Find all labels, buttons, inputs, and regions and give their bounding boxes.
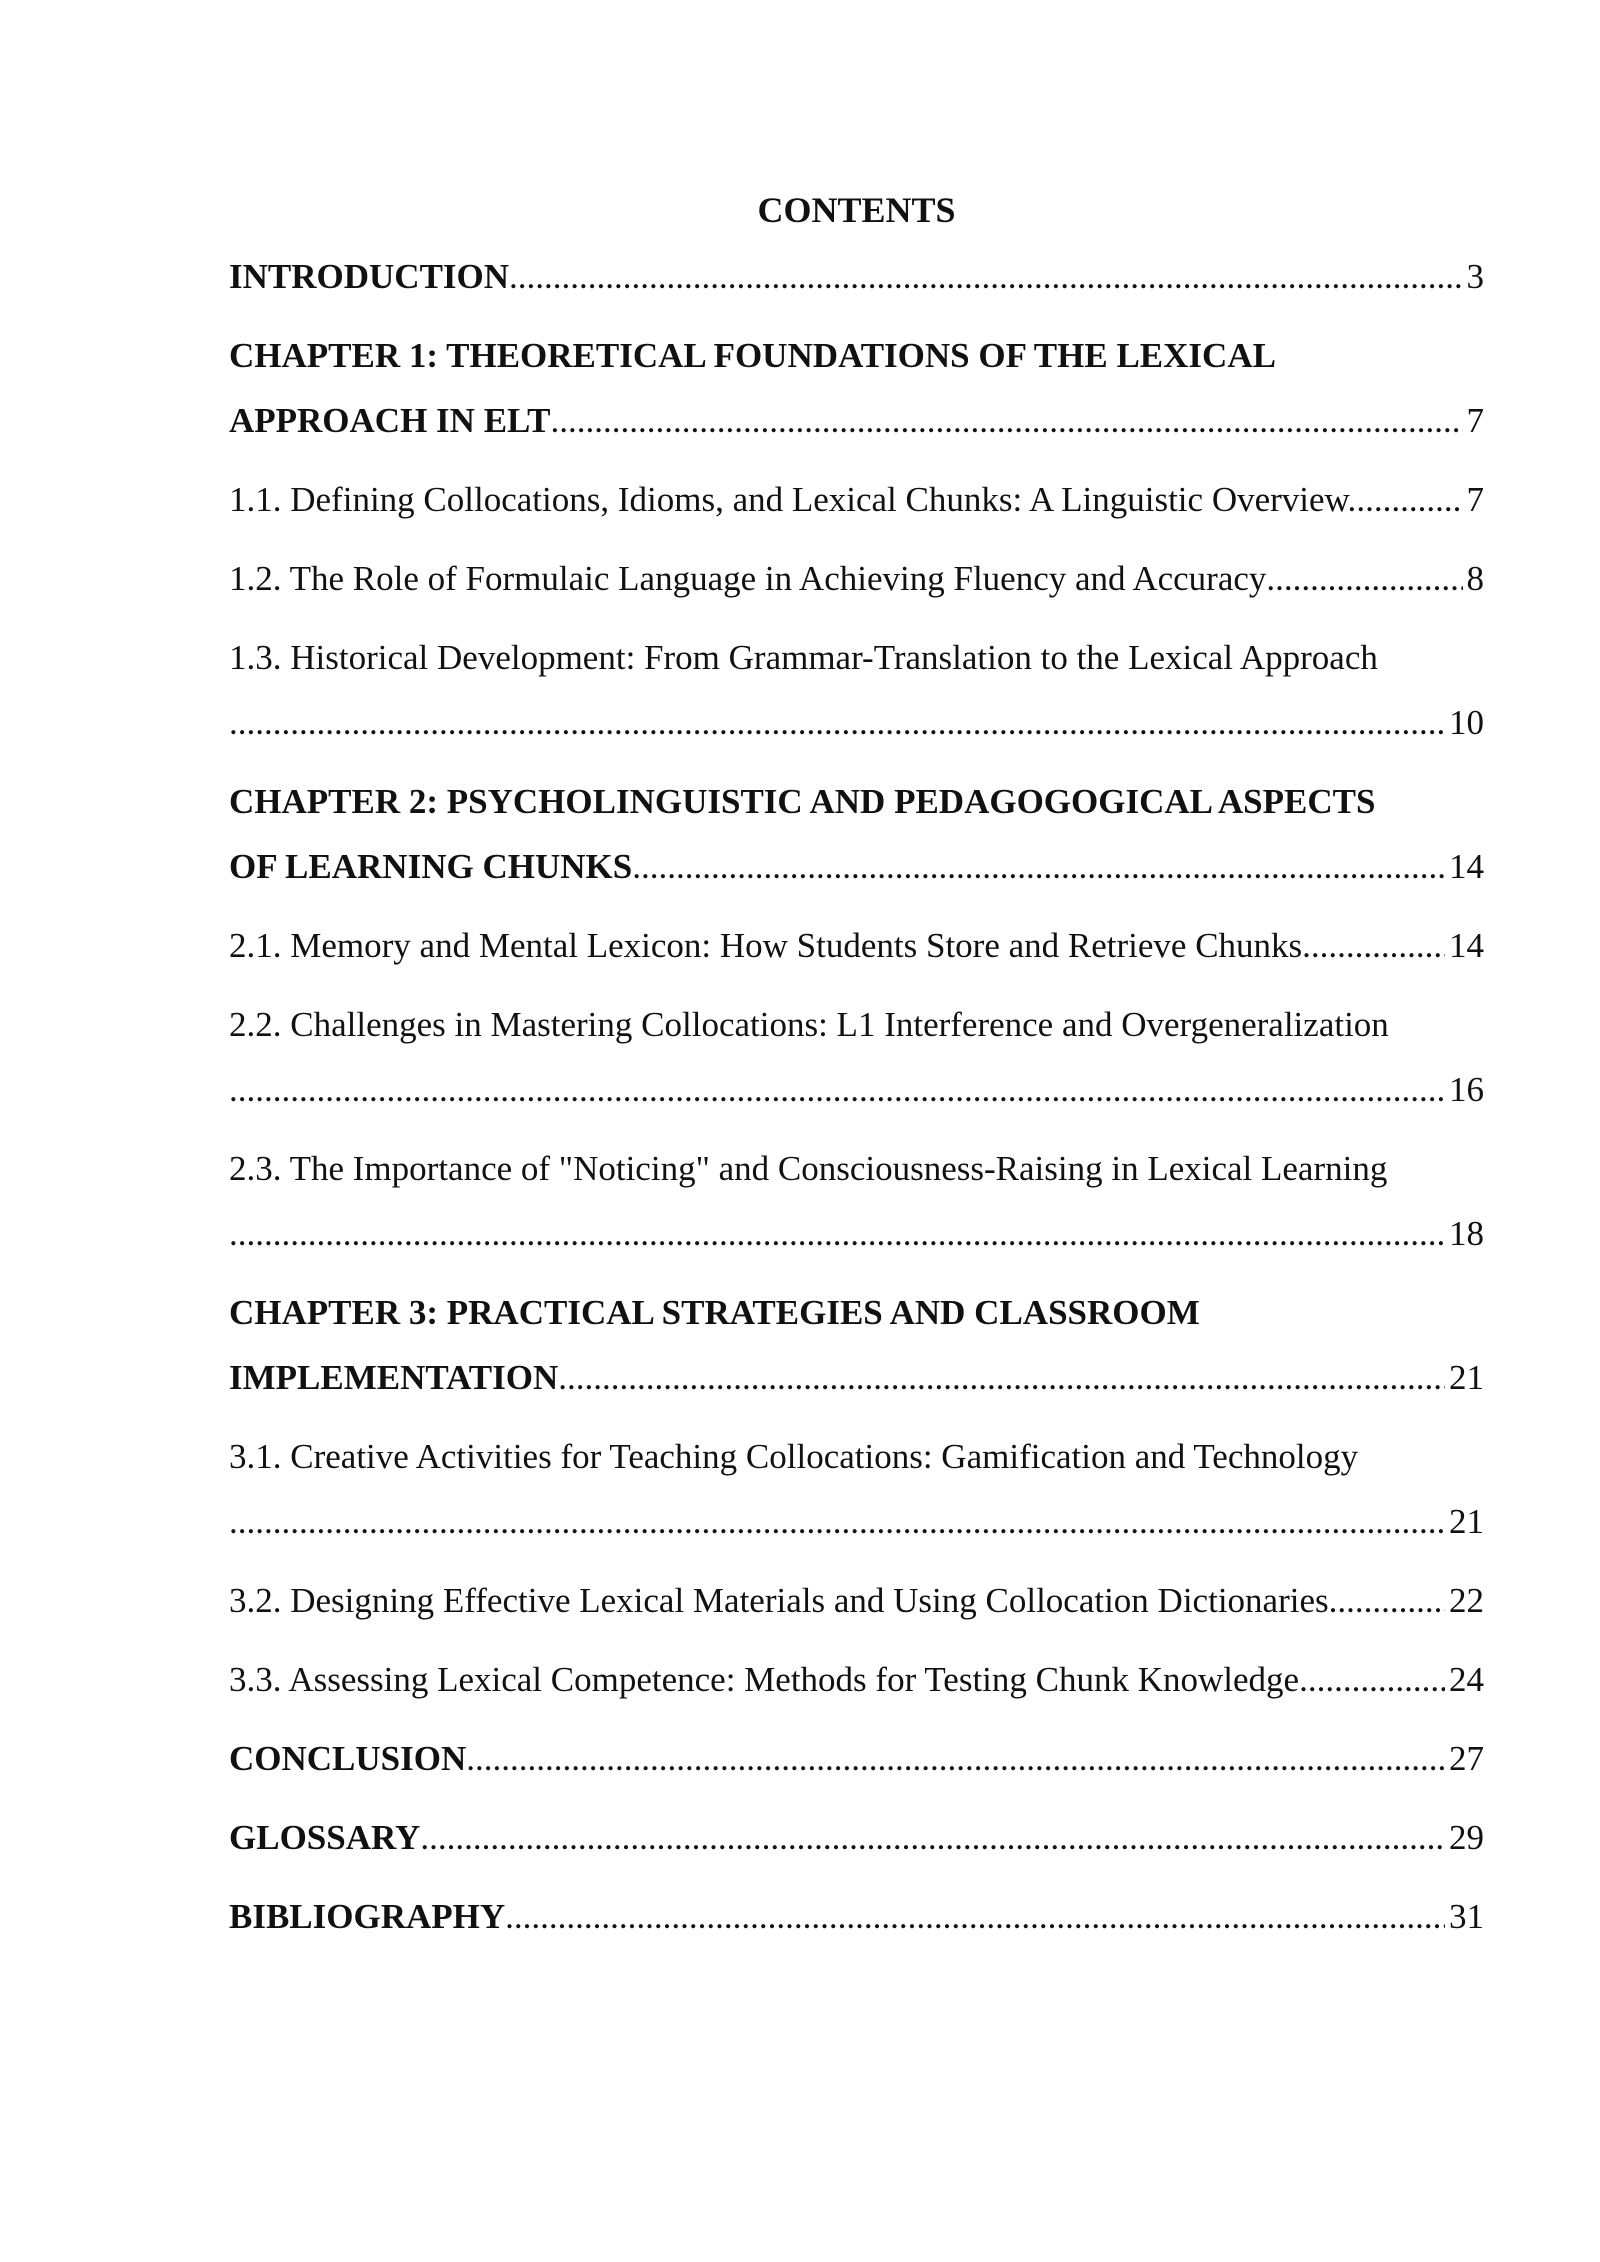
- toc-entry-title-line: CHAPTER 1: THEORETICAL FOUNDATIONS OF THE LEXICAL: [229, 336, 1276, 375]
- page-number: 22: [1449, 1581, 1484, 1620]
- dot-leader: [1337, 1568, 1445, 1633]
- page-number: 14: [1449, 847, 1484, 886]
- toc-entry-title: BIBLIOGRAPHY: [229, 1897, 506, 1936]
- toc-entry: [229, 992, 1484, 1122]
- table-of-contents: [229, 244, 1484, 1949]
- toc-entry-row: [229, 1201, 1484, 1266]
- toc-entry-row: [229, 690, 1484, 755]
- toc-entry: [229, 625, 1484, 755]
- page-number: 21: [1449, 1502, 1484, 1541]
- toc-entry-row: [229, 1726, 1484, 1791]
- toc-entry-title: 3.2. Designing Effective Lexical Materials and Using Collocation Dictionaries.: [229, 1581, 1338, 1620]
- toc-entry-title: OF LEARNING CHUNKS: [229, 847, 633, 886]
- toc-entry: [229, 467, 1484, 532]
- toc-entry: [229, 769, 1484, 899]
- toc-entry-title: INTRODUCTION: [229, 257, 510, 296]
- toc-entry-row: [229, 1568, 1484, 1633]
- toc-entry: [229, 1647, 1484, 1712]
- toc-entry: [229, 1136, 1484, 1266]
- page-number: 24: [1449, 1660, 1484, 1699]
- page-number: 7: [1466, 401, 1484, 440]
- toc-entry-row: [229, 834, 1484, 899]
- toc-entry-row: [229, 913, 1484, 978]
- toc-entry: [229, 244, 1484, 309]
- toc-entry: [229, 1424, 1484, 1554]
- toc-entry-title-line: 3.1. Creative Activities for Teaching Collocations: Gamification and Technology: [229, 1437, 1359, 1476]
- toc-entry: [229, 1568, 1484, 1633]
- toc-entry: [229, 1884, 1484, 1949]
- document-page: [229, 180, 1484, 1963]
- page-number: 21: [1449, 1358, 1484, 1397]
- dot-leader: [466, 1726, 1445, 1791]
- toc-entry-title: GLOSSARY: [229, 1818, 421, 1857]
- page-number: 29: [1449, 1818, 1484, 1857]
- page-number: 18: [1449, 1214, 1484, 1253]
- dot-leader: [229, 1201, 1445, 1266]
- toc-entry: [229, 1805, 1484, 1870]
- toc-entry: [229, 1726, 1484, 1791]
- toc-entry-title-line: 2.3. The Importance of "Noticing" and Consciousness-Raising in Lexical Learning: [229, 1149, 1388, 1188]
- page-number: 16: [1449, 1070, 1484, 1109]
- toc-entry: [229, 323, 1484, 453]
- toc-entry-row: [229, 1884, 1484, 1949]
- toc-entry-row: [229, 1057, 1484, 1122]
- toc-entry-title-line: 1.3. Historical Development: From Grammar-Translation to the Lexical Approach: [229, 638, 1378, 677]
- page-number: 31: [1449, 1897, 1484, 1936]
- toc-entry-row: [229, 546, 1484, 611]
- dot-leader: [1356, 467, 1462, 532]
- dot-leader: [420, 1805, 1445, 1870]
- page-number: 10: [1449, 703, 1484, 742]
- dot-leader: [1266, 546, 1462, 611]
- toc-entry-row: [229, 1805, 1484, 1870]
- page-number: 14: [1449, 926, 1484, 965]
- toc-entry-title: 3.3. Assessing Lexical Competence: Methods for Testing Chunk Knowledge: [229, 1660, 1300, 1699]
- contents-heading: CONTENTS: [757, 190, 956, 230]
- dot-leader: [1299, 1647, 1445, 1712]
- toc-entry-row: [229, 1345, 1484, 1410]
- dot-leader: [229, 690, 1445, 755]
- dot-leader: [509, 244, 1462, 309]
- toc-entry-title: 1.2. The Role of Formulaic Language in Achieving Fluency and Accuracy: [229, 559, 1267, 598]
- dot-leader: [632, 834, 1445, 899]
- toc-entry-row: [229, 388, 1484, 453]
- dot-leader: [229, 1489, 1445, 1554]
- toc-entry-row: [229, 467, 1484, 532]
- toc-entry-title-line: CHAPTER 2: PSYCHOLINGUISTIC AND PEDAGOGOGICAL ASPECTS: [229, 782, 1376, 821]
- toc-entry: [229, 1280, 1484, 1410]
- dot-leader: [551, 388, 1463, 453]
- toc-entry-row: [229, 1647, 1484, 1712]
- toc-entry-title-line: 2.2. Challenges in Mastering Collocations: L1 Interference and Overgeneralization: [229, 1005, 1389, 1044]
- page-number: 7: [1466, 480, 1484, 519]
- toc-entry-title: IMPLEMENTATION: [229, 1358, 559, 1397]
- page-number: 8: [1466, 559, 1484, 598]
- toc-entry-title: CONCLUSION: [229, 1739, 467, 1778]
- toc-entry-row: [229, 244, 1484, 309]
- toc-entry-title: 1.1. Defining Collocations, Idioms, and Lexical Chunks: A Linguistic Overview.: [229, 480, 1357, 519]
- dot-leader: [1311, 913, 1445, 978]
- dot-leader: [505, 1884, 1445, 1949]
- dot-leader: [558, 1345, 1445, 1410]
- toc-entry: [229, 913, 1484, 978]
- page-number: 27: [1449, 1739, 1484, 1778]
- toc-entry-row: [229, 1489, 1484, 1554]
- dot-leader: [229, 1057, 1445, 1122]
- toc-entry-title: 2.1. Memory and Mental Lexicon: How Students Store and Retrieve Chunks.: [229, 926, 1311, 965]
- toc-entry-title-line: CHAPTER 3: PRACTICAL STRATEGIES AND CLASSROOM: [229, 1293, 1200, 1332]
- page-number: 3: [1466, 257, 1484, 296]
- toc-entry: [229, 546, 1484, 611]
- toc-entry-title: APPROACH IN ELT: [229, 401, 551, 440]
